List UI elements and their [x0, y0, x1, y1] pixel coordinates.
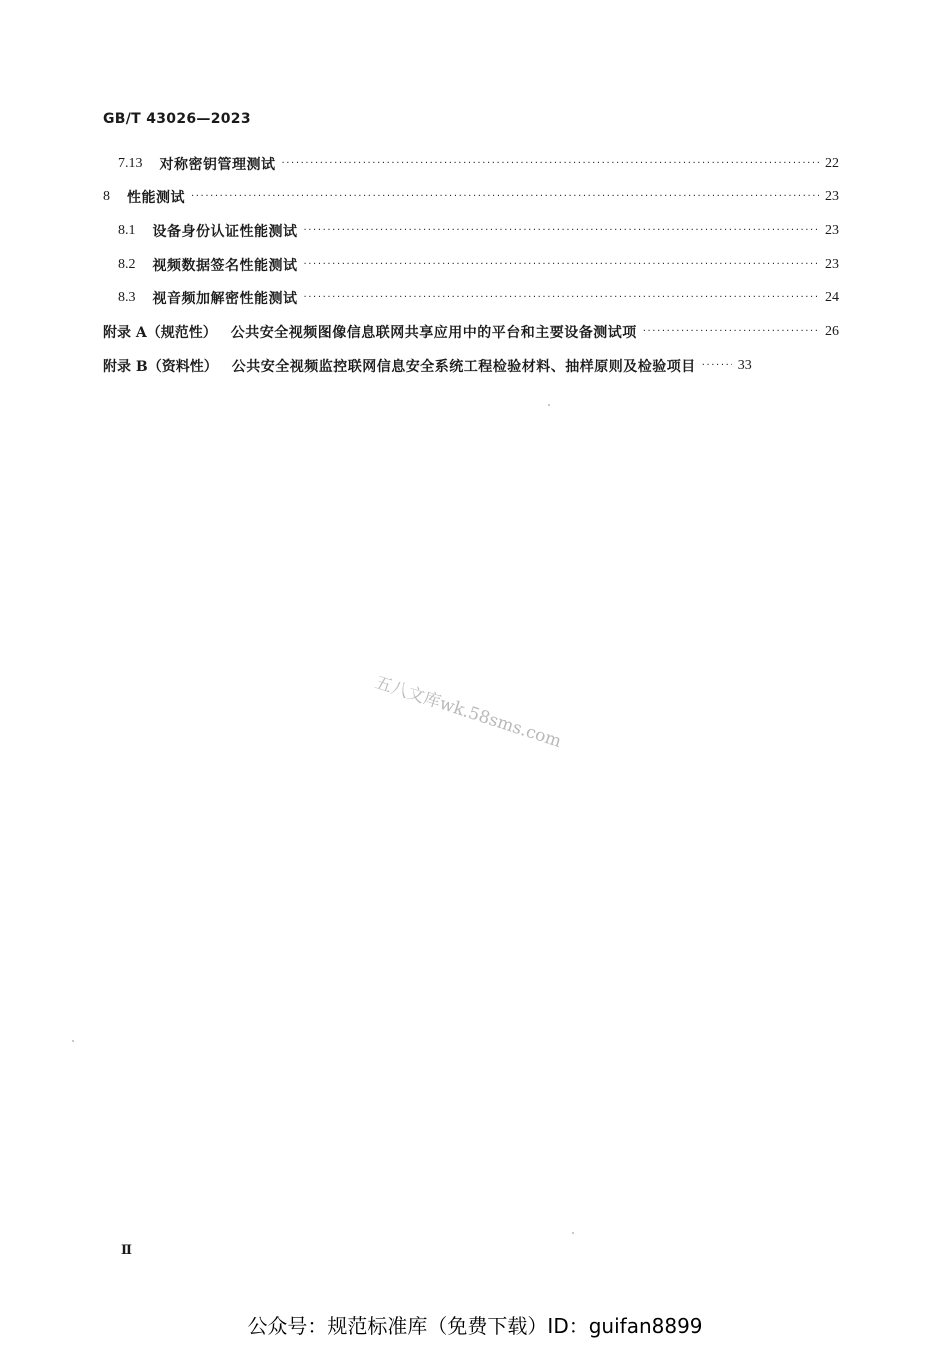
- toc-leader-dots: [304, 287, 820, 309]
- toc-entry-title: 性能测试: [127, 190, 185, 206]
- scan-speck: [72, 1040, 74, 1042]
- toc-entry-number: 附录 A（规范性）: [103, 325, 217, 341]
- toc-entry-8-1[interactable]: [0, 220, 950, 242]
- toc-leader-dots: [304, 220, 820, 242]
- table-of-contents: [0, 0, 950, 400]
- toc-entry-number: 7.13: [118, 156, 143, 171]
- toc-entry-number: 8.2: [118, 257, 136, 272]
- toc-entry-7-13[interactable]: [0, 153, 950, 175]
- scan-speck: [572, 1232, 574, 1234]
- toc-leader-dots: [191, 186, 819, 208]
- toc-entry-title: 公共安全视频监控联网信息安全系统工程检验材料、抽样原则及检验项目: [231, 359, 696, 375]
- toc-entry-number: 8: [103, 189, 110, 204]
- page-number: Ⅱ: [121, 1242, 132, 1257]
- toc-entry-number: 附录 B（资料性）: [103, 359, 218, 375]
- footer-banner: 公众号：规范标准库（免费下载）ID：guifan8899: [247, 1314, 703, 1338]
- toc-entry-page: 22: [825, 156, 839, 171]
- toc-entry-page: 23: [825, 257, 839, 272]
- toc-entry-8[interactable]: [0, 186, 950, 208]
- toc-entry-title: 设备身份认证性能测试: [152, 224, 298, 240]
- toc-entry-number: 8.1: [118, 223, 136, 238]
- toc-entry-appendix-b[interactable]: [0, 355, 950, 377]
- toc-entry-8-2[interactable]: [0, 254, 950, 276]
- toc-entry-title: 公共安全视频图像信息联网共享应用中的平台和主要设备测试项: [230, 325, 637, 341]
- toc-entry-title: 对称密钥管理测试: [159, 157, 276, 173]
- watermark-text: 五八文库wk.58sms.com: [372, 672, 564, 752]
- toc-leader-dots: [643, 321, 819, 343]
- document-code: GB/T 43026—2023: [103, 111, 251, 127]
- toc-entry-page: 26: [825, 324, 839, 339]
- toc-entry-title: 视音频加解密性能测试: [152, 291, 298, 307]
- toc-entry-8-3[interactable]: [0, 287, 950, 309]
- toc-leader-dots: [282, 153, 820, 175]
- toc-entry-page: 24: [825, 290, 839, 305]
- toc-leader-dots: [702, 355, 732, 377]
- toc-entry-page: 23: [825, 223, 839, 238]
- scan-speck: [548, 404, 550, 406]
- toc-entry-appendix-a[interactable]: [0, 321, 950, 343]
- toc-entry-page: 23: [825, 189, 839, 204]
- toc-entry-title: 视频数据签名性能测试: [152, 258, 298, 274]
- toc-entry-number: 8.3: [118, 290, 136, 305]
- toc-entry-page: 33: [737, 358, 752, 373]
- toc-leader-dots: [304, 254, 820, 276]
